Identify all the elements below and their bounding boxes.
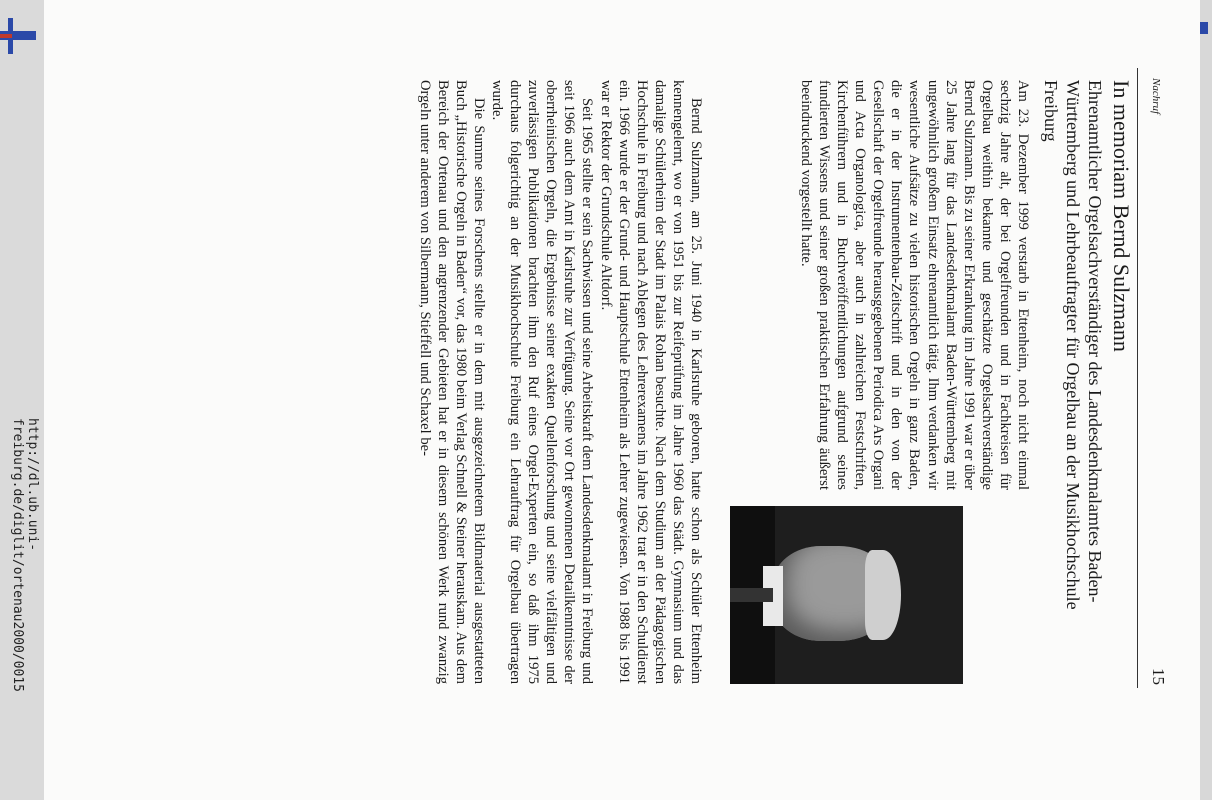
left-scan-margin (0, 0, 44, 800)
paragraph-1: Am 23. Dezember 1999 verstarb in Ettenheim, noch nicht einmal sechzig Jahre alt, der bei Orgelfreunden und in Fachkreisen für Orgelbau weithin bekannte und geschätzte Orgelsachverständige Bernd Sulzmann. Bis zu seiner Erkrankung im Jahre 1991 war er über 25 Jahre lang für das Landesdenkmalamt Baden-Württemberg mit ungewöhnlich großem Einsatz ehrenamtlich tätig. Ihm verdanken wir wesentliche Aufsätze zu vielen historischen Orgeln in ganz Baden, die er in der Instrumentenbau-Zeitschrift und in den von der Gesellschaft der Orgelfreunde herausgegebenen Periodica Ars Organi und Acta Organologica, aber auch in zahlreichen Festschriften, Kirchenführern und in Buchveröffentlichungen aufgrund seines fundierten Wissens und seiner großen praktischen Erfahrung äußerst beeindruckend vorgestellt hatte. (797, 80, 1031, 490)
paragraph-2: Bernd Sulzmann, am 25. Juni 1940 in Karlsruhe geboren, hatte schon als Schüler Ettenheim kennengelernt, wo er von 1951 bis zur Reifeprüfung im Jahre 1960 das Städt. Gymnasium und das damalige Schülerheim der Stadt im Palais Rohan besuchte. Nach dem Studium an der Pädagogischen Hochschule in Freiburg und nach Ablegen des Lehrerexamens im Jahre 1962 trat er in den Schuldienst ein. 1966 wurde er der Grund- und Hauptschule Ettenheim als Lehrer zugewiesen. Von 1988 bis 1991 war er Rektor der Grundschule Altdorf. (597, 80, 704, 684)
article-column-top (797, 80, 1032, 490)
article-subtitle: Ehrenamtlicher Orgelsachverständiger des Landesdenkmalamtes Baden-Württemberg und Lehrbeauftragter für Orgelbau an der Musikhochschule Freiburg (1041, 80, 1105, 610)
scanned-page (44, 0, 1200, 800)
rotated-page-content (44, 0, 1200, 800)
paragraph-3: Seit 1965 stellte er sein Sachwissen und seine Arbeitskraft dem Landesdenkmalamt in Freiburg und seit 1966 auch dem Amt in Karlsruhe zur Verfügung. Seine vor Ort gewonnenen Detailkenntnisse der oberrheinischen Orgeln, die Ergebnisse seiner exakten Quellenforschung und seine vielfältigen und zuverlässigen Publikationen brachten ihm den Ruf eines Orgel-Experten ein, so daß ihm 1975 durchaus folgerichtig an der Musikhochschule Freiburg ein Lehrauftrag für Orgelbau übertragen wurde. (488, 80, 596, 684)
source-url[interactable]: http://dl.ub.uni-freiburg.de/diglit/ortenau2000/0015 (10, 418, 40, 692)
right-scan-margin (1200, 0, 1212, 800)
article-column-bottom (416, 80, 706, 684)
paragraph-4: Die Summe seines Forschens stellte er in dem mit ausgezeichnetem Bildmaterial ausgestatteten Buch „Historische Orgeln in Baden“ vor, das 1980 beim Verlag Schnell & Steiner herauskam. Aus dem Bereich der Ortenau und den angrenzender Gebieten hat er in diesem schönen Werk rund zwanzig Orgeln unter anderem von Silbermann, Stieffell und Schaxel be- (416, 80, 487, 684)
registration-mark-right-icon (1200, 22, 1208, 34)
page-number: 15 (1149, 668, 1168, 685)
portrait-photo (730, 506, 963, 684)
section-header: Nachruf (1150, 78, 1162, 115)
article-title: In memoriam Bernd Sulzmann (1109, 80, 1134, 352)
registration-mark-icon (0, 18, 36, 54)
header-rule (1137, 68, 1138, 688)
